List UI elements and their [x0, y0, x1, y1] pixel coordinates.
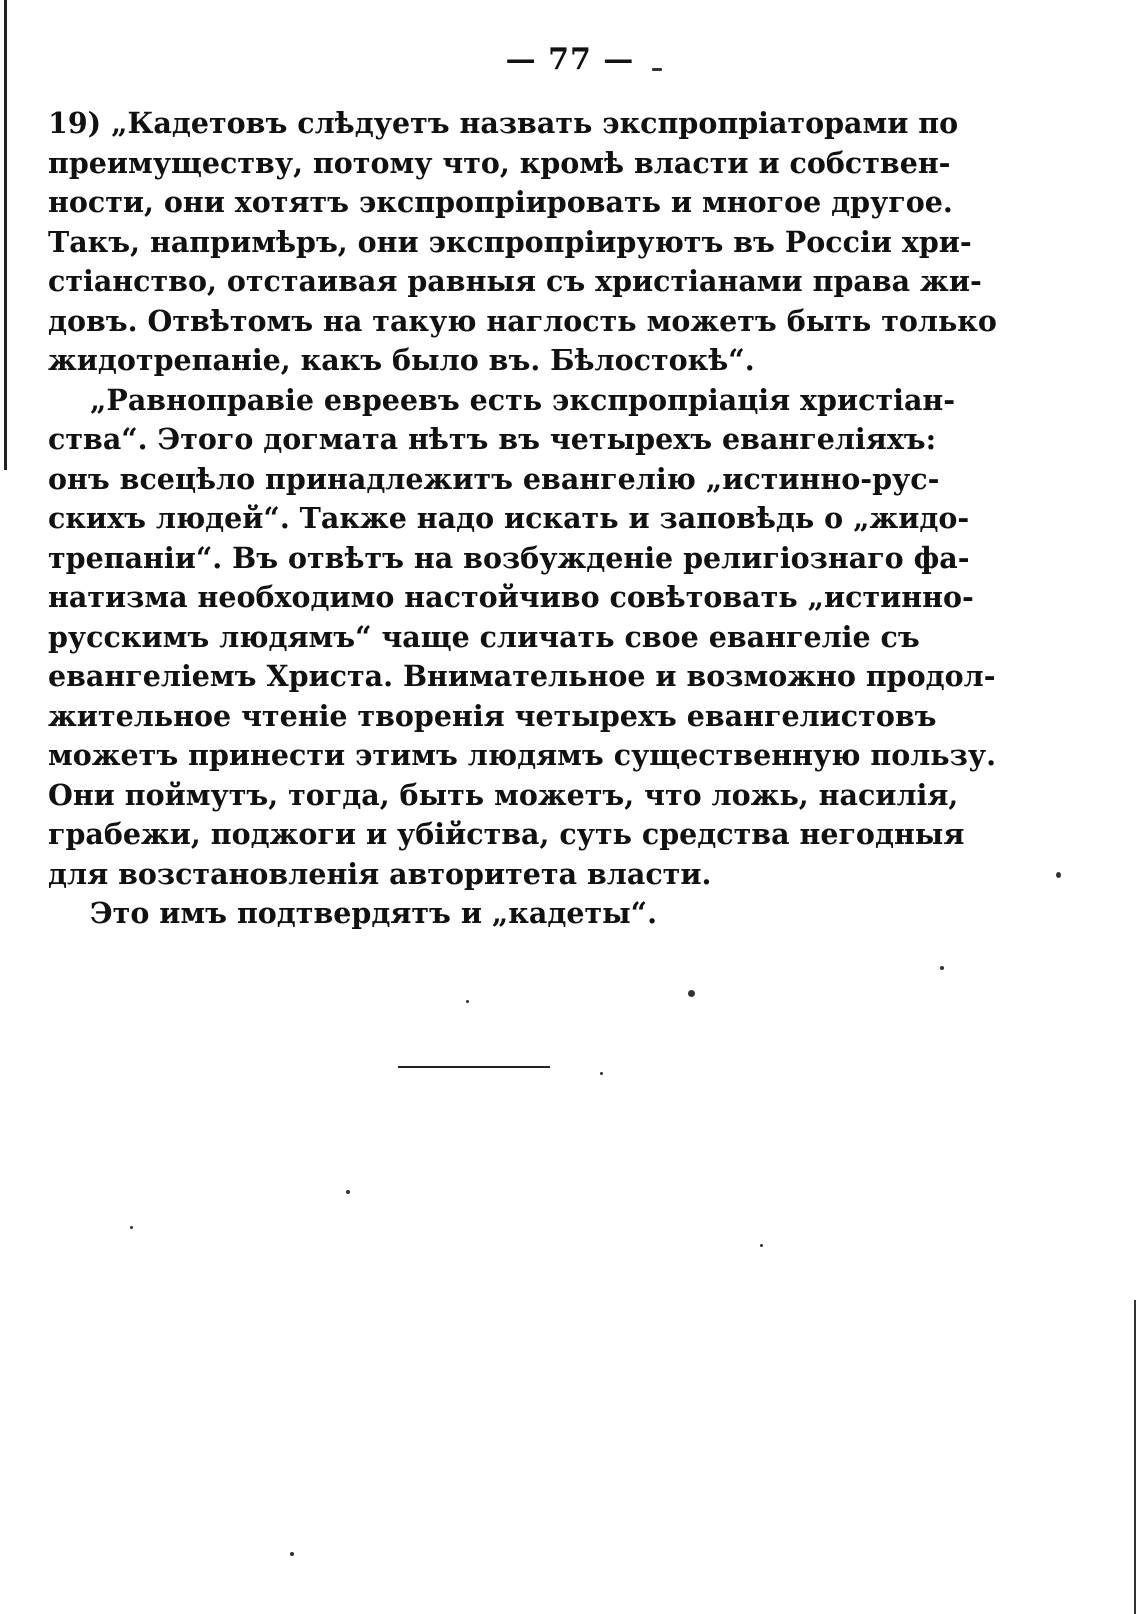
- text-line: ства“. Этого догмата нѣтъ въ четырехъ евангеліяхъ:: [48, 422, 937, 456]
- text-line: онъ всецѣло принадлежитъ евангелію „истинно-рус-: [48, 461, 940, 496]
- text-line: грабежи, поджоги и убійства, суть средства негодныя: [48, 817, 965, 851]
- text-line: трепаніи“. Въ отвѣтъ на возбужденіе религіознаго фа-: [48, 540, 970, 575]
- page-number: — 77 —: [505, 42, 635, 77]
- scan-speck: [290, 1552, 294, 1556]
- section-rule: [398, 1066, 550, 1068]
- text-line: 19) „Кадетовъ слѣдуетъ назвать экспропріаторами по: [48, 106, 959, 140]
- text-line: жидотрепаніе, какъ было въ. Бѣлостокѣ“.: [48, 343, 755, 377]
- text-line: „Равноправіе евреевъ есть экспропріація христіан-: [90, 382, 956, 417]
- scan-speck: [346, 1190, 350, 1194]
- text-line: русскимъ людямъ“ чаще сличать свое евангеліе съ: [48, 619, 920, 654]
- text-line: преимуществу, потому что, кромѣ власти и собствен-: [48, 145, 951, 180]
- text-line: Такъ, напримѣръ, они экспропріируютъ въ Россіи хри-: [48, 224, 972, 259]
- scan-speck: [1056, 872, 1061, 878]
- scan-speck: [940, 966, 944, 970]
- body-text: [48, 104, 997, 934]
- page-edge-line-right: [1134, 1300, 1136, 1614]
- text-line: натизма необходимо настойчиво совѣтовать „истинно-: [48, 580, 974, 614]
- scan-speck: [466, 1000, 469, 1003]
- text-line: ности, они хотятъ экспропріировать и многое другое.: [48, 185, 953, 219]
- text-line: Они поймутъ, тогда, быть можетъ, что ложь, насилія,: [48, 777, 959, 812]
- text-line: для возстановленія авторитета власти.: [48, 856, 712, 891]
- scan-speck: [600, 1072, 603, 1075]
- text-line: можетъ принести этимъ людямъ существенную пользу.: [48, 738, 997, 772]
- text-line: стіанство, отстаивая равныя съ христіанами права жи-: [48, 264, 982, 298]
- text-line: жительное чтеніе творенія четырехъ евангелистовъ: [48, 698, 937, 733]
- text-line: евангеліемъ Христа. Внимательное и возможно продол-: [48, 659, 996, 693]
- scan-speck: [130, 1226, 133, 1229]
- scan-speck: [688, 990, 695, 997]
- text-line: скихъ людей“. Также надо искать и заповѣдь о „жидо-: [48, 501, 970, 535]
- scan-speck: [760, 1244, 763, 1247]
- text-line: Это имъ подтвердятъ и „кадеты“.: [90, 896, 657, 930]
- scan-speck: [652, 68, 662, 71]
- text-line: довъ. Отвѣтомъ на такую наглость можетъ быть только: [48, 303, 997, 338]
